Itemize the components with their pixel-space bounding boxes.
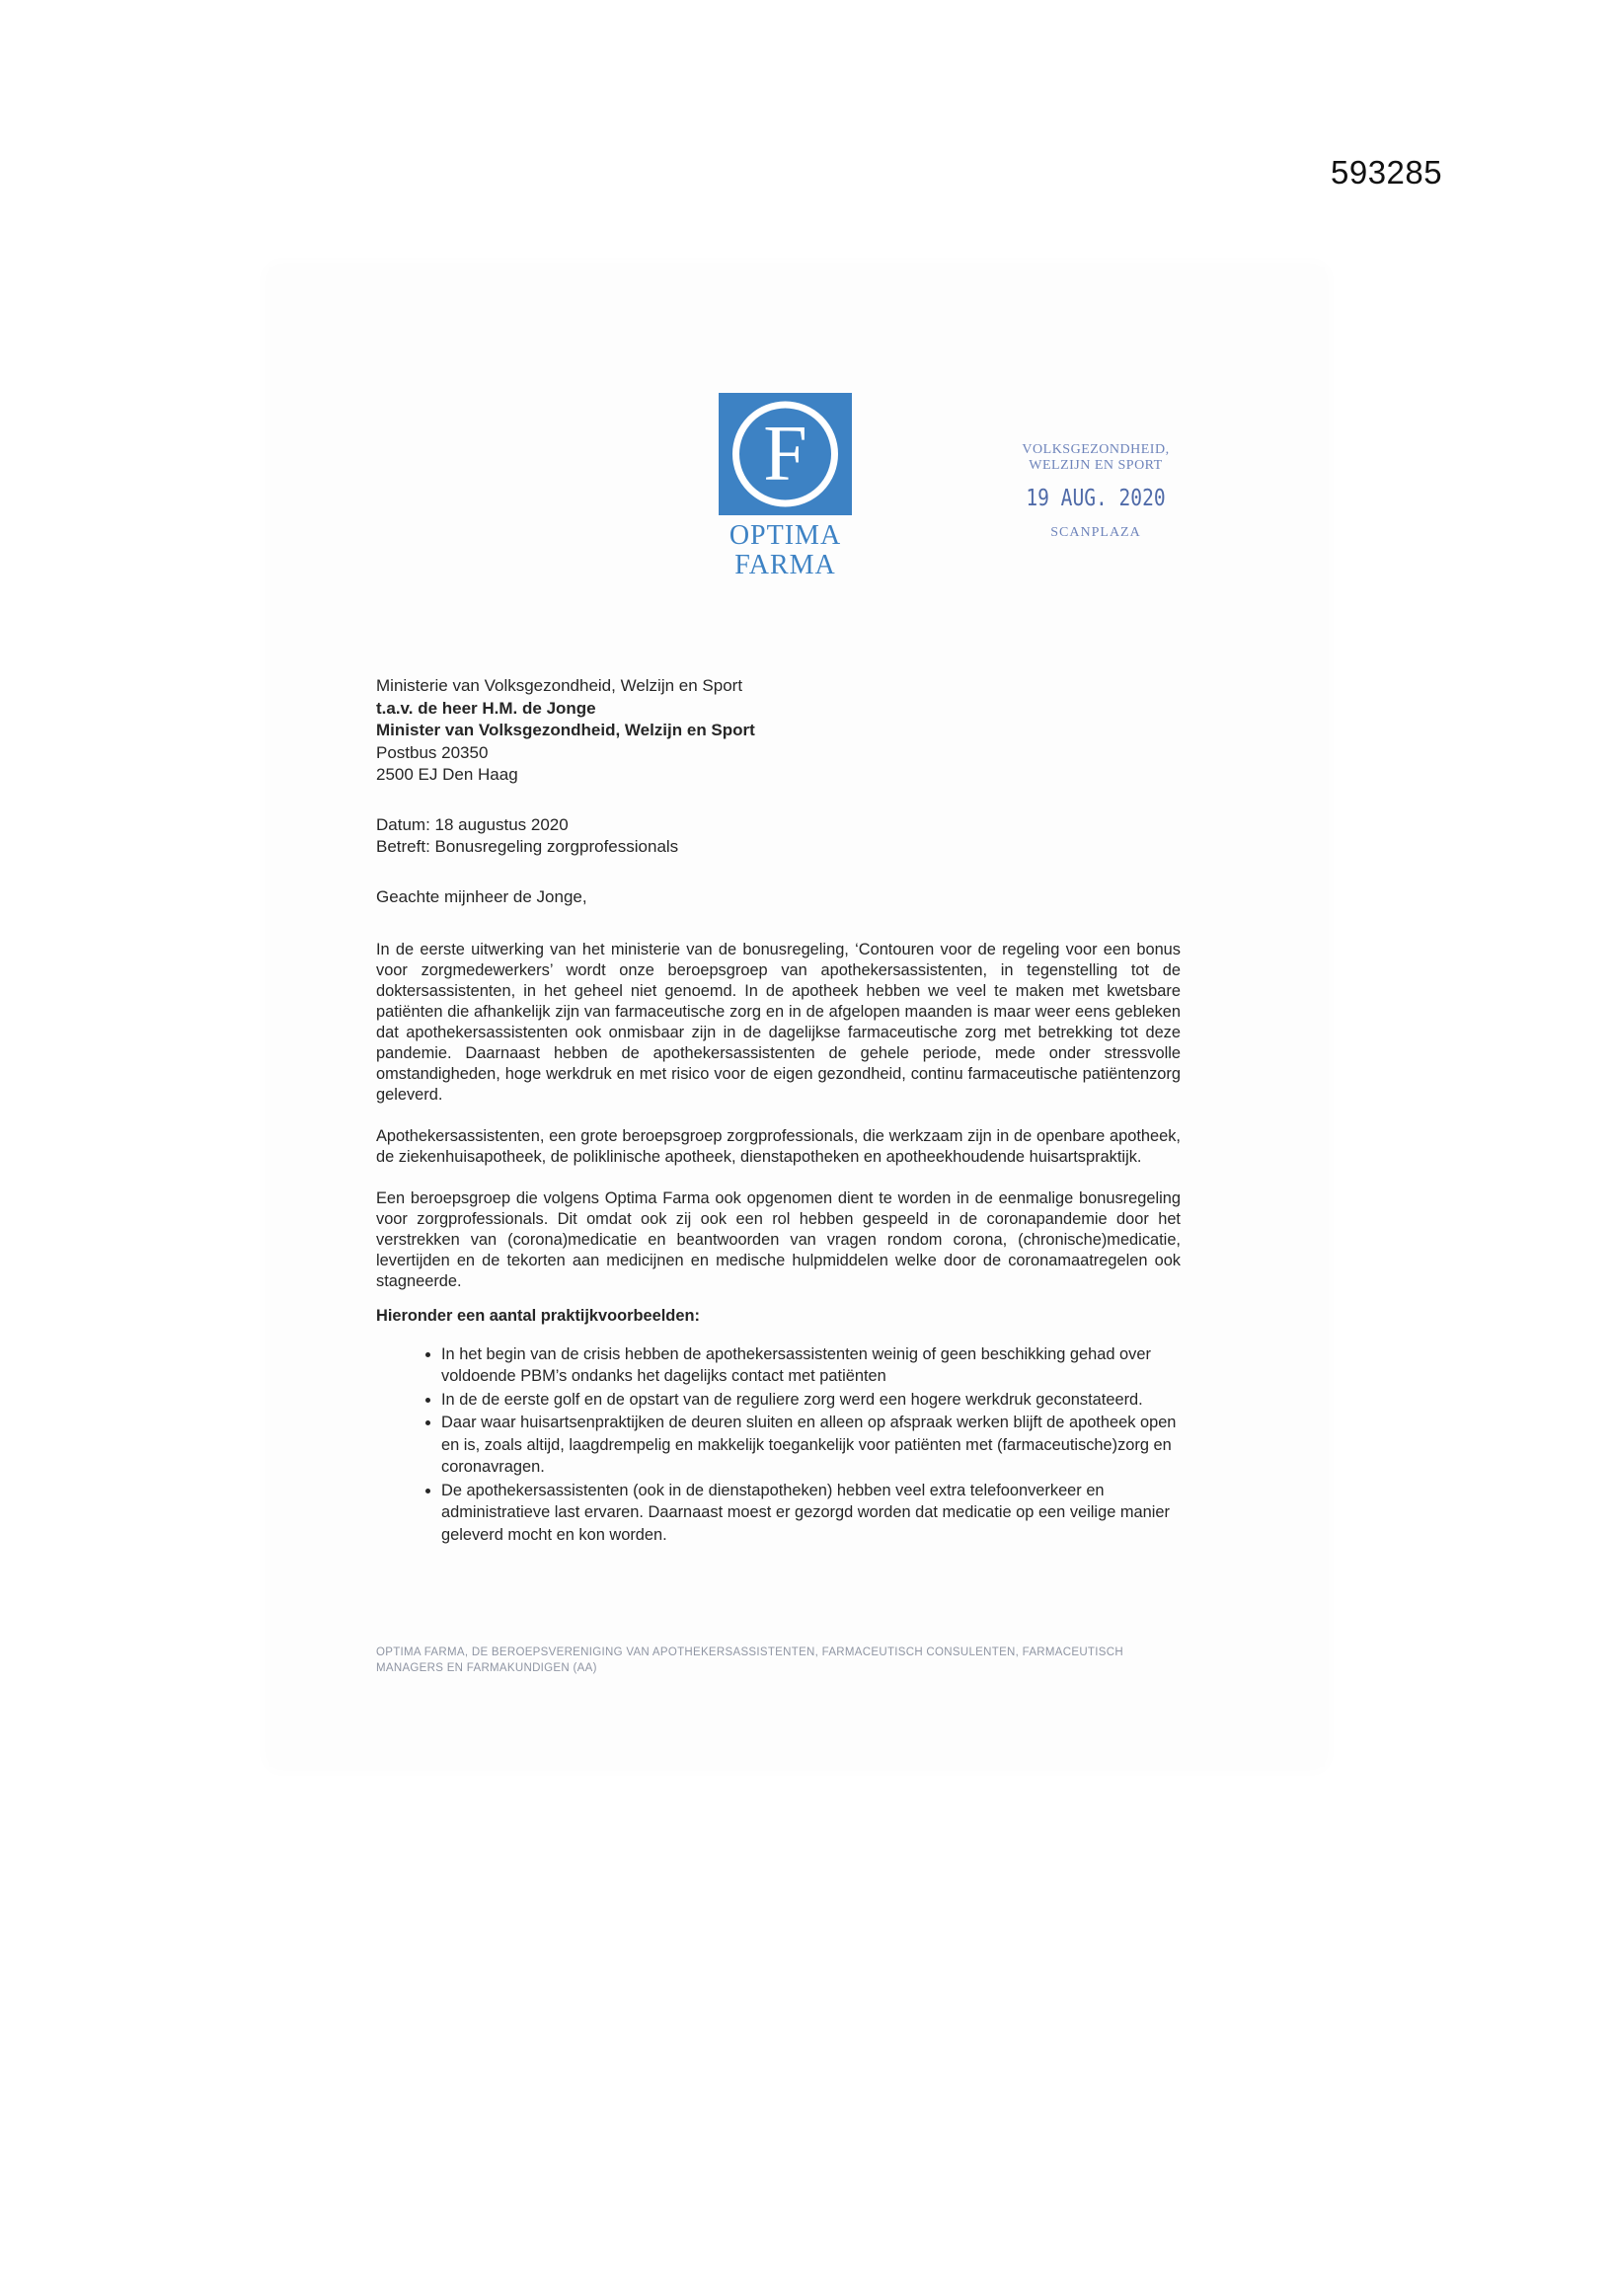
optima-farma-logo-icon	[719, 393, 852, 515]
letter-footer: OPTIMA FARMA, DE BEROEPSVERENIGING VAN APOTHEKERSASSISTENTEN, FARMACEUTISCH CONSULENTEN, FARMACEUTISCH MANAGERS EN FARMAKUNDIGEN (AA)	[376, 1646, 1123, 1674]
list-item: • In de de eerste golf en de opstart van de reguliere zorg werd een hogere werkdruk geconstateerd.	[441, 1389, 1181, 1412]
paragraph: Een beroepsgroep die volgens Optima Farma ook opgenomen dient te worden in de eenmalige bonusregeling voor zorgprofessionals. Dit omdat ook zij ook een rol hebben gespeeld in de coronapandemie door het verstrekken van (corona)medicatie en beantwoorden van vragen rondom corona, (chronische)medicatie, levertijden en de tekorten aan medicijnen en medische hulpmiddelen welke door de coronamaatregelen ook stagneerde.	[376, 1188, 1181, 1290]
list-item: • In het begin van de crisis hebben de apothekersassistenten weinig of geen beschikking gehad over voldoende PBM’s ondanks het dagelijks contact met patiënten	[441, 1343, 1181, 1388]
stamp-place: SCANPLAZA	[1050, 525, 1141, 540]
letter-body	[376, 675, 1181, 1547]
paragraph: In de eerste uitwerking van het ministerie van de bonusregeling, ‘Contouren voor de regeling voor een bonus voor zorgmedewerkers’ wordt onze beroepsgroep van apothekersassistenten, in tegenstelling tot de doktersassistenten, in het geheel niet genoemd. In de apotheek hebben we veel te maken met kwetsbare patiënten die afhankelijk zijn van farmaceutische zorg en in de afgelopen maanden is maar weer eens gebleken dat apothekersassistenten ook onmisbaar zijn in de dagelijkse farmaceutische zorg met betrekking tot deze pandemie. Daarnaast hebben de apothekersassistenten de gehele periode, mede onder stressvolle omstandigheden, hoge werkdruk en met risico voor de eigen gezondheid, continu farmaceutische patiëntenzorg geleverd.	[376, 940, 1181, 1104]
examples-heading: Hieronder een aantal praktijkvoorbeelden:	[376, 1306, 700, 1325]
address-line: t.a.v. de heer H.M. de Jonge	[376, 698, 596, 718]
letter-date: Datum: 18 augustus 2020	[376, 814, 569, 834]
logo-line-2: FARMA	[734, 550, 836, 580]
address-line: Ministerie van Volksgezondheid, Welzijn en Sport	[376, 676, 743, 695]
letter-subject: Betreft: Bonusregeling zorgprofessionals	[376, 836, 679, 856]
stamp-date: 19 AUG. 2020	[1026, 486, 1166, 511]
salutation: Geachte mijnheer de Jonge,	[376, 886, 587, 906]
logo-line-1: OPTIMA	[729, 520, 842, 551]
logo-mark-letter: F	[763, 411, 807, 497]
address-line: Minister van Volksgezondheid, Welzijn en Sport	[376, 721, 755, 739]
received-stamp	[997, 442, 1194, 541]
logo-wordmark	[691, 521, 880, 580]
examples-list	[376, 1343, 1181, 1547]
document-number: 593285	[1331, 154, 1443, 191]
address-line: 2500 EJ Den Haag	[376, 765, 518, 784]
stamp-line-1: VOLKSGEZONDHEID,	[1022, 442, 1170, 457]
stamp-line-2: WELZIJN EN SPORT	[1029, 458, 1163, 473]
recipient-address	[376, 675, 1181, 787]
letter-meta	[376, 814, 1181, 858]
list-item: • De apothekersassistenten (ook in de dienstapotheken) hebben veel extra telefoonverkeer en administratieve last ervaren. Daarnaast moest er gezorgd worden dat medicatie op een veilige manier geleverd mocht en kon worden.	[441, 1480, 1181, 1547]
paragraph: Apothekersassistenten, een grote beroepsgroep zorgprofessionals, die werkzaam zijn in de openbare apotheek, de ziekenhuisapotheek, de poliklinische apotheek, dienstapotheken en apotheekhoudende huisartspraktijk.	[376, 1126, 1181, 1166]
address-line: Postbus 20350	[376, 742, 489, 762]
list-item: • Daar waar huisartsenpraktijken de deuren sluiten en alleen op afspraak werken blijft de apotheek open en is, zoals altijd, laagdrempelig en makkelijk toegankelijk voor patiënten met (farmaceutische)zorg en coronavragen.	[441, 1412, 1181, 1479]
